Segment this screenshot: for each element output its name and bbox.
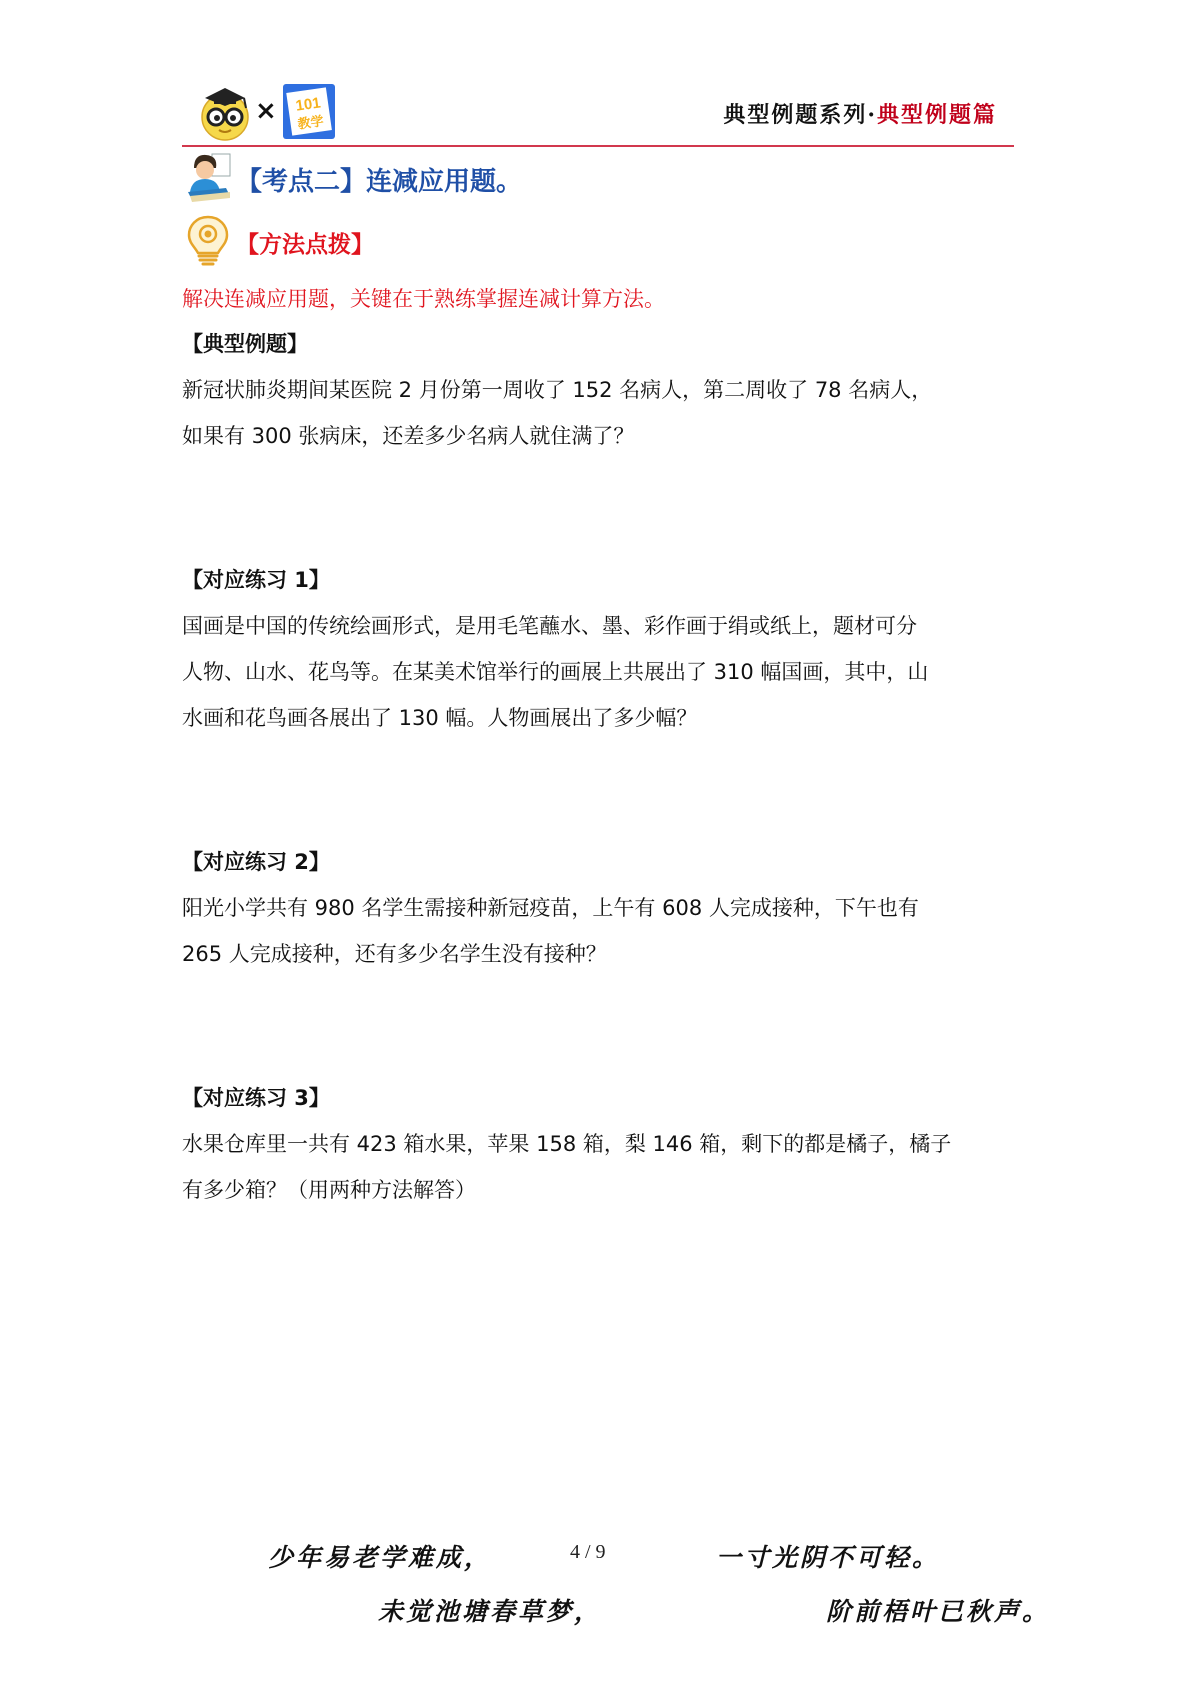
section-heading: 【考点二】连减应用题。 [236,167,523,197]
example-line-1: 新冠状肺炎期间某医院 2 月份第一周收了 152 名病人，第二周收了 78 名病人， [182,378,933,402]
header-title-series: 典型例题系列· [723,102,877,128]
practice-3-heading: 【对应练习 3】 [182,1086,330,1110]
practice-2-line-1: 阳光小学共有 980 名学生需接种新冠疫苗，上午有 608 人完成接种，下午也有 [182,896,919,920]
footer-poem-line-1: 少年易老学难成， [268,1543,493,1572]
lightbulb-icon [186,215,230,269]
example-line-2: 如果有 300 张病床，还差多少名病人就住满了？ [182,424,635,448]
footer-poem-line-3: 未觉池塘春草梦， [378,1597,603,1626]
practice-1-line-3: 水画和花鸟画各展出了 130 幅。人物画展出了多少幅？ [182,706,698,730]
header-divider [182,145,1014,147]
method-heading: 【方法点拨】 [236,232,374,258]
practice-3-line-2: 有多少箱？（用两种方法解答） [182,1178,476,1202]
practice-2-line-2: 265 人完成接种，还有多少名学生没有接种？ [182,942,607,966]
practice-2-heading: 【对应练习 2】 [182,850,330,874]
method-tip-text: 解决连减应用题，关键在于熟练掌握连减计算方法。 [182,287,665,311]
owl-logo-icon [200,84,250,142]
header-title-volume: 典型例题篇 [876,102,997,128]
page-number: 4 / 9 [570,1541,606,1563]
header-title [723,98,997,129]
teacher-icon [186,152,232,204]
practice-1-line-1: 国画是中国的传统绘画形式，是用毛笔蘸水、墨、彩作画于绢或纸上，题材可分 [182,614,917,638]
footer-poem-line-2: 一寸光阴不可轻。 [716,1543,941,1572]
footer-poem-line-4: 阶前梧叶已秋声。 [826,1597,1051,1626]
practice-1-heading: 【对应练习 1】 [182,568,330,592]
practice-3-line-1: 水果仓库里一共有 423 箱水果，苹果 158 箱，梨 146 箱，剩下的都是橘子，橘子 [182,1132,952,1156]
logo-separator: × [255,96,277,126]
practice-1-line-2: 人物、山水、花鸟等。在某美术馆举行的画展上共展出了 310 幅国画，其中，山 [182,660,929,684]
example-heading: 【典型例题】 [182,332,308,356]
logo-101-subtext: 教学 [296,114,325,133]
logo-101-icon [282,83,336,140]
logo-101-text: 101 [294,94,322,115]
